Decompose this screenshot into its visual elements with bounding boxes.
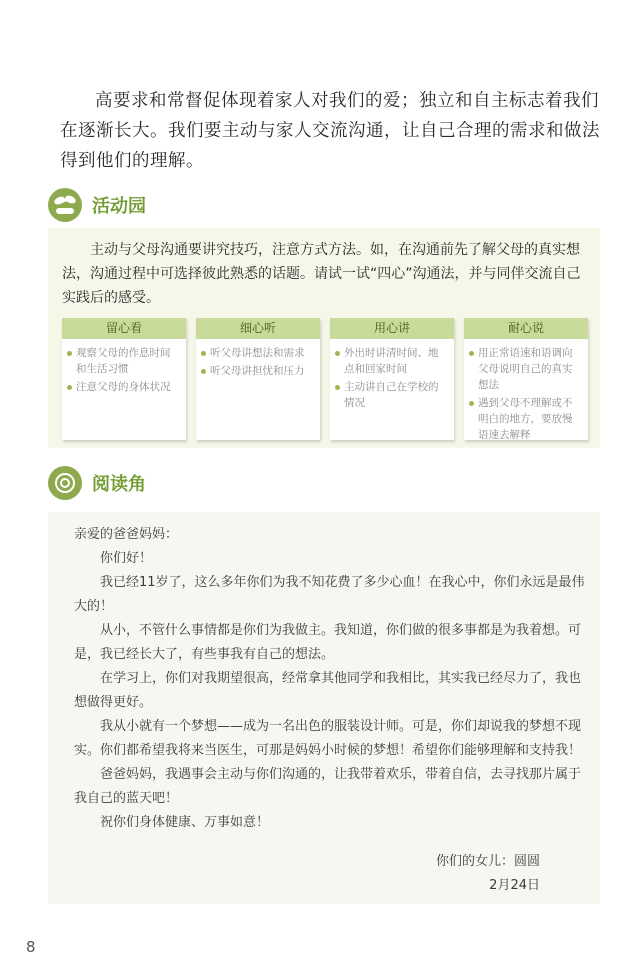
card-item: 用正常语速和语调向父母说明自己的真实想法 <box>478 345 582 393</box>
letter-paragraph: 爸爸妈妈，我遇事会主动与你们沟通的，让我带着欢乐，带着自信，去寻找那片属于我自己的蓝天吧！ <box>74 767 582 806</box>
letter-paragraph: 我从小就有一个梦想——成为一名出色的服装设计师。可是，你们却说我的梦想不现实。你们都希望我将来当医生，可那是妈妈小时候的梦想！希望你们能够理解和支持我！ <box>74 719 582 758</box>
intro-paragraph <box>60 86 612 176</box>
page-number: 8 <box>26 938 36 956</box>
activity-instructions <box>62 238 592 310</box>
reading-heading <box>48 466 146 500</box>
letter-body <box>74 523 586 835</box>
letter-date: 2月24日 <box>489 878 540 893</box>
card-item: 外出时讲清时间、地点和回家时间 <box>344 345 448 377</box>
card-item: 注意父母的身体状况 <box>76 379 180 395</box>
activity-text: 主动与父母沟通要讲究技巧，注意方式方法。如，在沟通前先了解父母的真实想法，沟通过程中可选择彼此熟悉的话题。请试一试“四心”沟通法，并与同伴交流自己实践后的感受。 <box>62 242 581 306</box>
letter-paragraph: 从小，不管什么事情都是你们为我做主。我知道，你们做的很多事都是为我着想。可是，我已经长大了，有些事我有自己的想法。 <box>74 623 582 662</box>
card-title: 耐心说 <box>464 318 588 339</box>
card-item: 听父母讲担忧和压力 <box>210 363 314 379</box>
letter-salutation: 亲爱的爸爸妈妈： <box>74 527 179 542</box>
book-icon <box>48 466 82 500</box>
leaf-icon <box>48 188 82 222</box>
letter-paragraph: 我已经11岁了，这么多年你们为我不知花费了多少心血！在我心中，你们永远是最伟大的！ <box>74 575 585 614</box>
letter-signature: 你们的女儿：圆圆 <box>435 854 540 869</box>
intro-text: 高要求和常督促体现着家人对我们的爱；独立和自主标志着我们在逐渐长大。我们要主动与家人交流沟通，让自己合理的需求和做法得到他们的理解。 <box>60 91 600 171</box>
card-patient <box>464 318 588 440</box>
reading-title: 阅读角 <box>92 474 146 495</box>
card-title: 细心听 <box>196 318 320 339</box>
card-title: 用心讲 <box>330 318 454 339</box>
letter-paragraph: 在学习上，你们对我期望很高，经常拿其他同学和我相比，其实我已经尽力了，我也想做得更好。 <box>74 671 582 710</box>
letter-signature-block <box>436 850 540 898</box>
letter-paragraph: 祝你们身体健康、万事如意！ <box>100 815 270 830</box>
card-speak <box>330 318 454 440</box>
card-item: 听父母讲想法和需求 <box>210 345 314 361</box>
activity-heading <box>48 188 146 222</box>
card-item: 主动讲自己在学校的情况 <box>344 379 448 411</box>
letter-paragraph: 你们好！ <box>100 551 153 566</box>
activity-title: 活动园 <box>92 196 146 217</box>
activity-box <box>48 228 600 448</box>
card-title: 留心看 <box>62 318 186 339</box>
card-item: 遇到父母不理解或不明白的地方，要放慢语速去解释 <box>478 395 582 443</box>
card-item: 观察父母的作息时间和生活习惯 <box>76 345 180 377</box>
four-hearts-cards <box>62 318 588 440</box>
card-look <box>62 318 186 440</box>
letter-box <box>48 512 600 904</box>
card-listen <box>196 318 320 440</box>
